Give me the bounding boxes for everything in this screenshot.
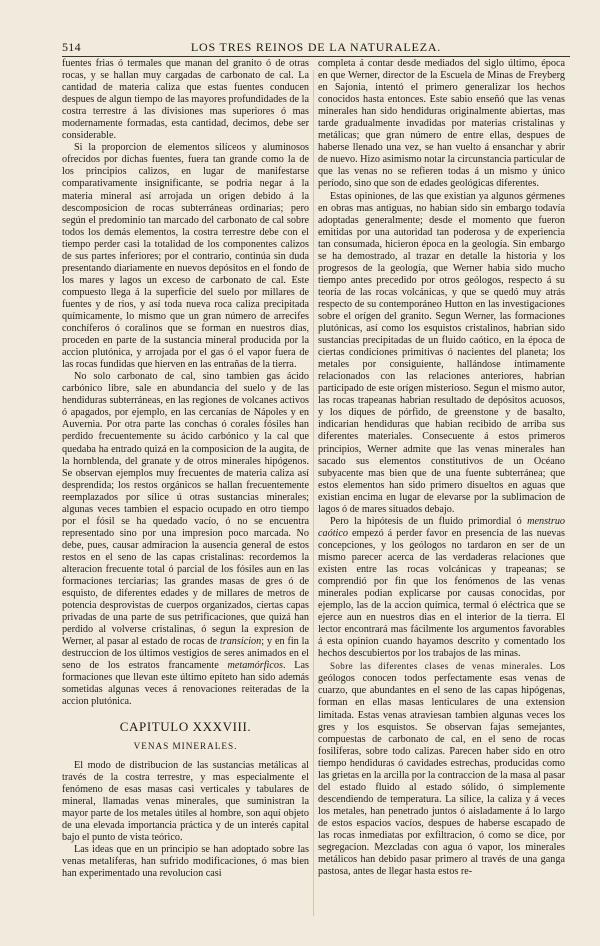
emphasis: metamórficos <box>227 660 283 672</box>
paragraph-text: Pero la hipótesis de un fluido primordial ó <box>330 515 522 527</box>
emphasis: menstruo caótico <box>318 515 566 539</box>
paragraph <box>318 660 565 878</box>
paragraph: Si la proporcion de elementos silíceos y aluminosos ofrecidos por dichas fuentes, fuera tan grande como la de los principios calizos, en lugar de manifestarse comparativamente insignificante, se podria negar á la materia mineral así arrojada un origen debido á la descomposicion de rocas subterráneas ordinarias; pero según el predominio tan marcado del carbonato de cal sobre todos los demás elementos, la costra terrestre debe con el tiempo perder casi la totalidad de los componentes calizos de sus partes inferiores; por el contrario, continúa sin duda presentando diariamente en nuevos depósitos en el fondo de los mares y lagos un exceso de carbonato de cal. Este compuesto llega á la superficie del suelo por millares de fuentes y de rios, y así toda nueva roca caliza precipitada químicamente, lo mismo que un gran número de arrecifes conchíferos ó coralinos que se forman en nuestros dias, proceden en parte de la sustancia mineral producida por la accion plutónica, y arrojada por el gas ó el vapor fuera de las rocas fundidas que hierven en las entrañas de la tierra. <box>62 142 309 371</box>
paragraph-text: Los geólogos conocen todos perfectamente esas venas de cuarzo, que abundantes en el seno de las capas hipógenas, forman en ellas masas lenticulares de una extension limitada. Estas venas atraviesan tambien algunas veces los gres y los esquistos. Se observan fajas semejantes, compuestas de carbonato de cal, en el seno de rocas fosilíferas, sobre todo calizas. Parecen haber sido en otro tiempo hendiduras ó cavidades estrechas, producidas como las grietas en la arcilla por la contraccion de la masa al pasar del estado fluido al estado sólido, ó simplemente descendiendo de temperatura. La sílice, la caliza y á veces los metales, han penetrado juntos ó aisladamente á lo largo de estos espacios vacíos, despues de haberse escapado de las rocas inmediatas por exfiltracion, ó como se dice, por segregacion. Mezcladas con agua ó vapor, los minerales metálicos han debido pasar primero al través de una ganga pastosa, antes de llegar hasta estos re- <box>318 661 565 878</box>
paragraph <box>318 516 565 661</box>
paragraph: Las ideas que en un principio se han adoptado sobre las venas metalíferas, han sufrido modificaciones, ó mas bien han experimentado una revolucion casi <box>62 843 309 880</box>
paragraph: completa á contar desde mediados del siglo último, época en que Werner, director de la Escuela de Minas de Freyberg en Sajonia, intentó el primero generalizar los hechos conocidos hasta entonces. Este sabio enseñó que las venas minerales han sido hendiduras originalmente abiertas, mas tarde gradualmente invadidas por materias cristalinas y metálicas; que gran número de entre ellas, despues de haberse llenado una vez, se han vuelto á ensanchar y abrir de nuevo. Hizo asimismo notar la circunstancia particular de que las venas no se refieren todas á un mismo y único período, sino que son de edades geológicas diferentes. <box>318 58 565 190</box>
paragraph <box>62 371 309 708</box>
right-column <box>318 58 565 878</box>
paragraph-text: . Las formaciones que llevan este último epíteto han sido además sometidas algunas veces á renovaciones reiteradas de la accion plutónica. <box>62 660 309 708</box>
section-heading: Sobre las diferentes clases de venas minerales. <box>330 661 543 672</box>
page-header <box>62 40 570 57</box>
chapter-title: CAPITULO XXXVIII. <box>119 718 252 734</box>
running-title: LOS TRES REINOS DE LA NATURALEZA. <box>190 40 442 54</box>
left-column <box>62 58 309 880</box>
paragraph: Estas opiniones, de las que existian ya algunos gérmenes en obras mas antiguas, no habian sido sin embargo todavía adoptadas generalmente; desde el momento que fueron emitidas por una autoridad tan poderosa y de experiencia tan consumada, hicieron época en la geología. Sin embargo se ha demostrado, al trazar en detalle la historia y los progresos de la geología, que Werner habia sido mucho tiempo antes precedido por otros geólogos, respecto á su teoría de las rocas volcánicas, y que se quedó muy atrás respecto de su contemporáneo Hutton en las investigaciones sobre el orígen del granito. Segun Werner, las formaciones plutónicas, así como los esquistos cristalinos, habrian sido sustancias precipitadas de un fluido caótico, en la época de ciertas condiciones primitivas ó nacientes del planeta; los metales por consiguiente, hallándose íntimamente relacionados con las relaciones anteriores, habrian participado de este orígen misterioso. Segun el mismo autor, las rocas trapeanas habrian resultado de depósitos acuosos, y los diques de pórfido, de greenstone y de basalto, indicarian hendiduras que habian recibido de arriba sus diferentes materiales. Consecuente á estos primeros principios, Werner admite que las venas minerales han sacado sus elementos constitutivos de un Océano subyacente mas bien que de una fuente subterránea; que estos elementos han sido primero disueltos en aguas que existian encima en lugar de elevarse por la sublimacion de lagos ó de mares situados debajo. <box>318 190 565 515</box>
emphasis: transicion <box>219 636 262 648</box>
paragraph-text: ; y en fin la destruccion de los últimos vestigios de seres animados en el seno de los estratos francamente <box>62 636 310 672</box>
paragraph: El modo de distribucion de las sustancias metálicas al través de la costra terrestre, y mas especialmente el fenómeno de esas masas casi verticales y tabulares de mineral, llamadas venas minerales, que suministran la mayor parte de los metales útiles al hombre, son aquí objeto de una elevada importancia práctica y de un interés capital bajo el punto de vista teórico. <box>62 759 309 843</box>
chapter-subtitle: VENAS MINERALES. <box>133 740 238 751</box>
column-divider <box>313 70 314 916</box>
paragraph-text: empezó á perder favor en presencia de las nuevas concepciones, y los geólogos no tardaron en ser de un mismo parecer acerca de las verdaderas relaciones que existen entre las rocas volcánicas y trapeanas; se comprendió por fin que los fenómenos de las venas minerales podian explicarse por causas conocidas, por ejemplo, las de la accion química, termal ó eléctrica que se ejerce aun en nuestros dias en el interior de la tierra. El lector encontrará mas fácilmente los argumentos favorables á esta opinion cuando hayamos descrito y comentado los hechos descubiertos por los trabajos de las minas. <box>318 527 565 660</box>
page-number: 514 <box>62 40 81 54</box>
paragraph: fuentes frias ó termales que manan del granito ó de otras rocas, y se hallan muy cargadas de carbonato de cal. La cantidad de materia caliza que estas fuentes conducen despues de algun tiempo de las mayores profundidades de la costra terrestre á las divisiones mas superiores ó mas modernamente formadas, esta cantidad, decimos, debe ser considerable. <box>62 58 309 142</box>
paragraph-text: No solo carbonato de cal, sino tambien gas ácido carbónico libre, sale en abundancia del suelo y de las hendiduras subterráneas, en las regiones de volcanes activos ó apagados, por ejemplo, en las cercanías de Nápoles y en Auvernia. Por otra parte las conchas ó corales fósiles han perdido frecuentemente su ácido carbónico y la cal que quedaba ha entrado quizá en la composicion de la augita, de la hornblenda, del granate y de otros minerales hipógenos. Se observan ejemplos muy frecuentes de materia caliza así desprendida; los restos orgánicos se hallan frecuentemente reemplazados por sílice ú otras sustancias minerales; algunas veces tambien el espacio ocupado en otro tiempo por el fósil se ha quedado vacío, ó no se encuentra representado sino por una impresion poco marcada. No debe, pues, causar admiracion la ausencia general de estos restos en el seno de las capas cristalinas: recordemos la alteracion frecuente total ó parcial de los fósiles aun en las formaciones terciarias; las grandes masas de gres ó de esquisto, de diferentes edades y de millares de metros de potencia desprovistas de cuerpos organizados, ciertas capas privadas de una parte de sus petrificaciones, que quizá han perdido al volverse cristalinas, ó segun la expresion de Werner, al pasar al estado de rocas de <box>62 371 309 648</box>
